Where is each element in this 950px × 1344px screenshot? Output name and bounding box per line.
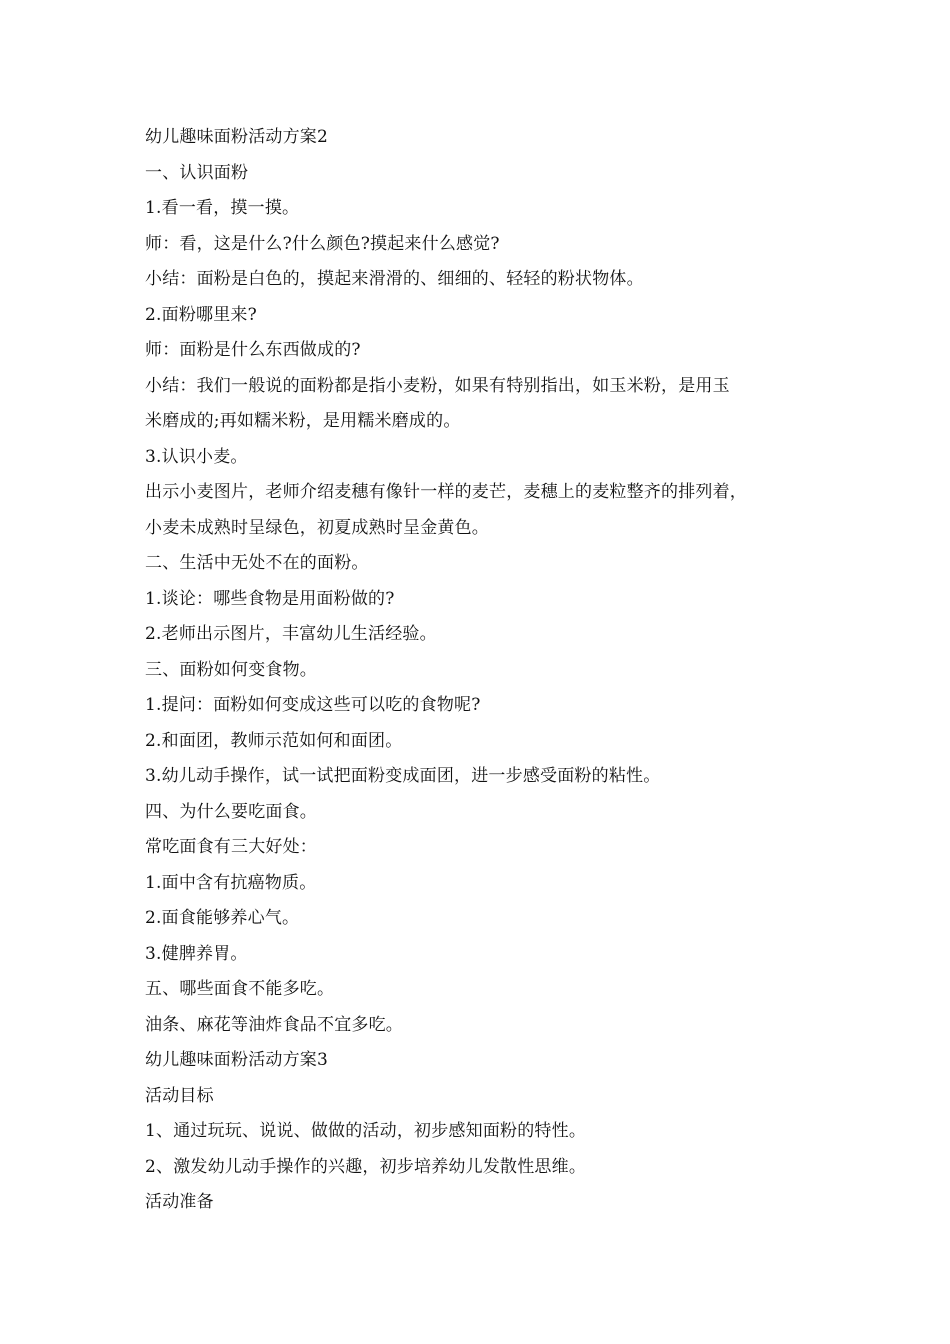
paragraph: 米磨成的;再如糯米粉，是用糯米磨成的。: [145, 411, 461, 431]
paragraph: 2.老师出示图片，丰富幼儿生活经验。: [145, 624, 437, 644]
section-title: 幼儿趣味面粉活动方案2: [145, 127, 329, 147]
paragraph: 出示小麦图片，老师介绍麦穗有像针一样的麦芒，麦穗上的麦粒整齐的排列着，: [145, 482, 747, 502]
heading: 三、面粉如何变食物。: [145, 659, 317, 680]
heading: 活动目标: [145, 1085, 214, 1106]
paragraph: 1.谈论：哪些食物是用面粉做的?: [145, 588, 395, 609]
paragraph: 师：看，这是什么?什么颜色?摸起来什么感觉?: [145, 233, 500, 254]
heading: 二、生活中无处不在的面粉。: [145, 553, 369, 573]
paragraph: 小麦未成熟时呈绿色，初夏成熟时呈金黄色。: [145, 517, 489, 538]
paragraph: 1.提问：面粉如何变成这些可以吃的食物呢?: [145, 695, 481, 715]
heading: 一、认识面粉: [145, 162, 249, 183]
paragraph: 常吃面食有三大好处：: [145, 837, 317, 857]
paragraph: 油条、麻花等油炸食品不宜多吃。: [145, 1014, 403, 1035]
paragraph: 2、激发幼儿动手操作的兴趣，初步培养幼儿发散性思维。: [145, 1156, 587, 1177]
paragraph: 3.健脾养胃。: [145, 943, 248, 964]
paragraph: 3.幼儿动手操作，试一试把面粉变成面团，进一步感受面粉的粘性。: [145, 766, 661, 786]
paragraph: 小结：面粉是白色的，摸起来滑滑的、细细的、轻轻的粉状物体。: [145, 269, 644, 289]
paragraph: 小结：我们一般说的面粉都是指小麦粉，如果有特别指出，如玉米粉，是用玉: [145, 375, 730, 396]
paragraph: 2.面粉哪里来?: [145, 304, 257, 325]
paragraph: 2.和面团，教师示范如何和面团。: [145, 730, 403, 751]
section-title: 幼儿趣味面粉活动方案3: [145, 1050, 329, 1070]
paragraph: 3.认识小麦。: [145, 446, 248, 467]
paragraph: 师：面粉是什么东西做成的?: [145, 340, 361, 360]
heading: 活动准备: [145, 1192, 214, 1212]
paragraph: 2.面食能够养心气。: [145, 908, 300, 928]
paragraph: 1.面中含有抗癌物质。: [145, 872, 317, 893]
document-body: [145, 120, 835, 1221]
paragraph: 1.看一看，摸一摸。: [145, 198, 300, 218]
heading: 五、哪些面食不能多吃。: [145, 979, 335, 999]
heading: 四、为什么要吃面食。: [145, 801, 317, 822]
paragraph: 1、通过玩玩、说说、做做的活动，初步感知面粉的特性。: [145, 1121, 587, 1141]
